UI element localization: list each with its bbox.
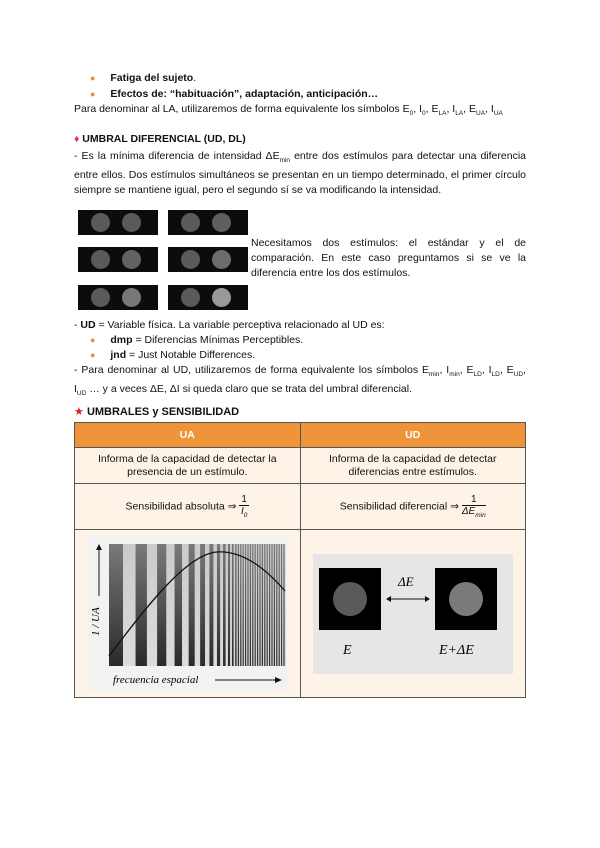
ud-def: = Variable física. La variable perceptiva relacionado al UD es: bbox=[95, 319, 385, 331]
delta-e-label: ΔE bbox=[397, 573, 414, 589]
ud-symbols-i: I bbox=[74, 383, 77, 396]
csf-xlabel: frecuencia espacial bbox=[113, 674, 199, 686]
frac-den: I bbox=[240, 506, 244, 517]
bullet-dot-icon: ● bbox=[90, 89, 96, 99]
bullet-dot-icon: ● bbox=[90, 350, 96, 360]
cell-ua-desc bbox=[75, 448, 301, 484]
ud-label: UD bbox=[80, 319, 96, 331]
cell-ua-image bbox=[75, 530, 301, 698]
sym: I bbox=[419, 103, 422, 115]
ud-def-text: - Es la mínima diferencia de intensidad ΔE bbox=[74, 150, 280, 162]
la-line-text: Para denominar al LA, utilizaremos de forma equivalente los símbolos bbox=[74, 103, 400, 115]
delta-e-figure bbox=[313, 554, 513, 674]
ud-definition bbox=[74, 149, 526, 198]
ud-side-text: Necesitamos dos estímulos: el estándar y el de comparación. En este caso preguntamos si se ve la diferencia entre los dos estímulos. bbox=[251, 237, 526, 279]
ud-variable-line: - UD = Variable física. La variable perceptiva relacionado al UD es: bbox=[74, 319, 385, 331]
e-plus-delta-label: E+ΔE bbox=[438, 642, 474, 658]
frac-den: ΔE bbox=[461, 506, 476, 517]
sens-abs-label: Sensibilidad absoluta ⇒ bbox=[125, 500, 237, 513]
sens-heading bbox=[74, 405, 239, 418]
ud-symbols-text: - Para denominar al UD, utilizaremos de forma equivalente los símbolos E bbox=[74, 364, 429, 376]
sym-sub: 0 bbox=[422, 110, 426, 118]
cell-ua-sens bbox=[75, 484, 301, 530]
sym-sub: UA bbox=[493, 110, 503, 118]
star-icon: ★ bbox=[74, 406, 84, 418]
cell-text: Informa de la capacidad de detectar diferencias entre estímulos. bbox=[328, 452, 497, 478]
stimulus-pairs-figure bbox=[78, 210, 248, 312]
frac-den-sub: 0 bbox=[243, 512, 248, 519]
standard-circle bbox=[333, 582, 367, 616]
ud-heading bbox=[74, 133, 246, 145]
la-symbols-line: Para denominar al LA, utilizaremos de forma equivalente los símbolos $E_0$, $I_0$, $E_{LA}$, $I_{LA}$, $E_{UA}$, $I_{UA}$ bbox=[74, 103, 503, 118]
sym: I bbox=[452, 103, 456, 115]
ud-title: UMBRAL DIFERENCIAL (UD, DL) bbox=[82, 133, 246, 145]
bullet-efectos bbox=[90, 88, 378, 100]
sym-sub: 0 bbox=[409, 110, 414, 118]
bullet-text: Fatiga del sujeto bbox=[110, 72, 194, 84]
sub-bullet-rest: = Just Notable Differences. bbox=[126, 349, 256, 361]
sub-bullet-jnd bbox=[90, 349, 255, 361]
ud-symbols-end: … y a veces ΔE, ΔI si queda claro que se trata del umbral diferencial. bbox=[86, 383, 412, 396]
sub-bullet-rest: = Diferencias Mínimas Perceptibles. bbox=[132, 334, 304, 346]
frac-num: 1 bbox=[462, 494, 486, 506]
ud-def-text-rest: entre dos estímulos para detectar una diferencia entre ellos. Dos estímulos simultáneos se presentan en un tiempo determinado, el primer círculo siempre se mantiene igual, pero el segundo sí se va modificando la intensidad. bbox=[74, 150, 526, 197]
sym: E bbox=[431, 103, 439, 115]
sym: E bbox=[402, 103, 410, 115]
ud-def-sub: min bbox=[279, 157, 291, 165]
fraction-abs bbox=[239, 494, 249, 519]
comparison-circle bbox=[449, 582, 483, 616]
csf-grating-figure bbox=[87, 536, 287, 691]
bullet-dot-icon: ● bbox=[90, 335, 96, 345]
sub-bullet-dmp bbox=[90, 334, 303, 346]
sens-title: UMBRALES y SENSIBILIDAD bbox=[86, 406, 240, 418]
csf-ylabel: 1 / UA bbox=[90, 607, 103, 636]
ud-symbols-paragraph: - Para denominar al UD, utilizaremos de forma equivalente los símbolos $E_{min}$, $I_{min}$, $E_{LD}$, $I_{LD}$, $E_{UD}$, $I_{UD}$ … y a veces ΔE, ΔI si queda claro que se trata del umbral diferencial. bbox=[74, 364, 526, 398]
sens-dif-label: Sensibilidad diferencial ⇒ bbox=[339, 500, 459, 513]
bullet-text: Efectos de: “habituación”, adaptación, anticipación… bbox=[110, 88, 379, 100]
sym-sub: LA bbox=[438, 110, 447, 118]
sym-sub: LA bbox=[455, 110, 464, 118]
cell-text: Informa de la capacidad de detectar la presencia de un estímulo. bbox=[97, 452, 277, 478]
cell-ud-desc bbox=[300, 448, 526, 484]
sym: I bbox=[490, 103, 494, 115]
col-header-ua: UA bbox=[75, 423, 301, 448]
cell-ud-image bbox=[300, 530, 526, 698]
bullet-text-rest: . bbox=[193, 72, 197, 84]
sub-bullet-bold: dmp bbox=[110, 334, 133, 346]
fraction-dif bbox=[462, 494, 486, 519]
sym: E bbox=[469, 103, 477, 115]
bullet-fatiga bbox=[90, 72, 196, 84]
sym-sub: UA bbox=[476, 110, 486, 118]
col-header-ud: UD bbox=[300, 423, 526, 448]
e-label: E bbox=[342, 642, 352, 658]
umbrales-table bbox=[74, 422, 526, 698]
diamond-icon: ♦ bbox=[74, 133, 80, 145]
cell-ud-sens bbox=[300, 484, 526, 530]
frac-den-sub: min bbox=[475, 512, 486, 519]
sub-bullet-bold: jnd bbox=[110, 349, 127, 361]
frac-num: 1 bbox=[241, 494, 247, 505]
bullet-dot-icon: ● bbox=[90, 73, 96, 83]
